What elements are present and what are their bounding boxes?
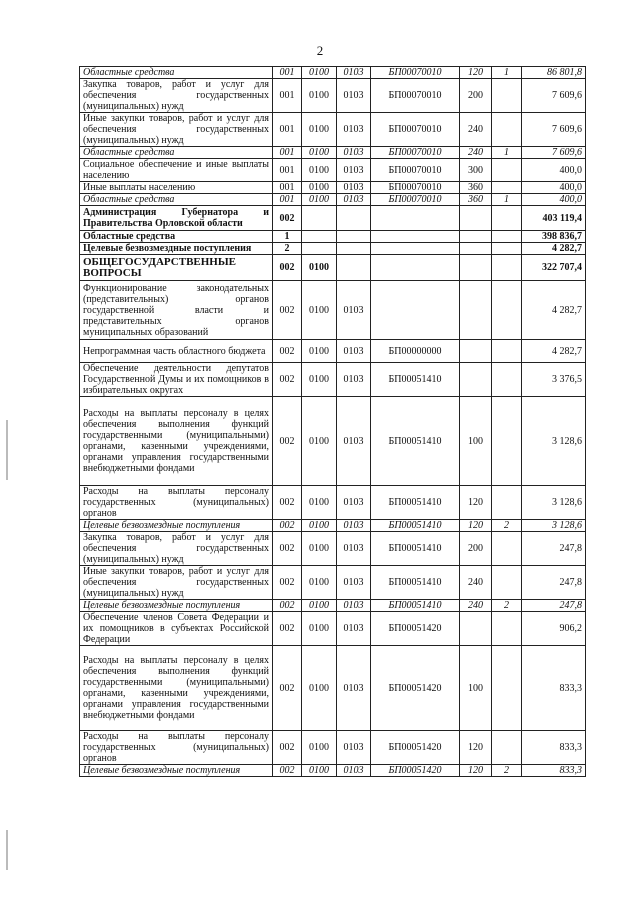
- subsection-code-cell: 0103: [337, 113, 371, 147]
- expense-type-code-cell: 240: [460, 566, 492, 600]
- expense-type-code-cell: [460, 281, 492, 340]
- section-code-cell: 0100: [302, 281, 337, 340]
- subsection-code-cell: 0103: [337, 765, 371, 777]
- amount-cell: 7 609,6: [522, 113, 586, 147]
- expense-type-code-cell: 360: [460, 182, 492, 194]
- amount-cell: 3 376,5: [522, 363, 586, 397]
- subsection-code-cell: 0103: [337, 79, 371, 113]
- funding-source-code-cell: [492, 397, 522, 486]
- admin-code-cell: 002: [273, 397, 302, 486]
- amount-cell: 322 707,4: [522, 255, 586, 281]
- expense-type-code-cell: [460, 255, 492, 281]
- admin-code-cell: 001: [273, 113, 302, 147]
- subsection-code-cell: [337, 231, 371, 243]
- subsection-code-cell: 0103: [337, 159, 371, 182]
- target-article-code-cell: БП00051410: [371, 363, 460, 397]
- expense-type-code-cell: 300: [460, 159, 492, 182]
- subsection-code-cell: 0103: [337, 486, 371, 520]
- amount-cell: 7 609,6: [522, 79, 586, 113]
- funding-source-code-cell: [492, 486, 522, 520]
- admin-code-cell: 002: [273, 486, 302, 520]
- funding-source-code-cell: [492, 340, 522, 363]
- expense-type-code-cell: 200: [460, 532, 492, 566]
- table-row: [80, 243, 586, 255]
- row-name-cell: Функционирование законодательных (представительных) органов государственной власти и представительных органов муниципальных образований: [80, 281, 273, 340]
- funding-source-code-cell: [492, 532, 522, 566]
- expense-type-code-cell: 200: [460, 79, 492, 113]
- budget-table-body: [80, 67, 586, 777]
- section-code-cell: [302, 231, 337, 243]
- subsection-code-cell: 0103: [337, 281, 371, 340]
- row-name-cell: Закупка товаров, работ и услуг для обеспечения государственных (муниципальных) нужд: [80, 532, 273, 566]
- section-code-cell: 0100: [302, 79, 337, 113]
- section-code-cell: 0100: [302, 182, 337, 194]
- target-article-code-cell: БП00070010: [371, 182, 460, 194]
- subsection-code-cell: 0103: [337, 612, 371, 646]
- section-code-cell: [302, 206, 337, 231]
- target-article-code-cell: БП00000000: [371, 340, 460, 363]
- expense-type-code-cell: 120: [460, 731, 492, 765]
- admin-code-cell: 002: [273, 363, 302, 397]
- table-row: [80, 79, 586, 113]
- amount-cell: 3 128,6: [522, 520, 586, 532]
- target-article-code-cell: БП00051410: [371, 532, 460, 566]
- target-article-code-cell: БП00051420: [371, 612, 460, 646]
- budget-table: [79, 66, 586, 777]
- row-name-cell: Целевые безвозмездные поступления: [80, 765, 273, 777]
- row-name-cell: Закупка товаров, работ и услуг для обеспечения государственных (муниципальных) нужд: [80, 79, 273, 113]
- subsection-code-cell: 0103: [337, 520, 371, 532]
- table-row: [80, 520, 586, 532]
- funding-source-code-cell: [492, 231, 522, 243]
- expense-type-code-cell: 120: [460, 486, 492, 520]
- target-article-code-cell: БП00051410: [371, 486, 460, 520]
- funding-source-code-cell: 1: [492, 67, 522, 79]
- amount-cell: 4 282,7: [522, 340, 586, 363]
- amount-cell: 247,8: [522, 532, 586, 566]
- admin-code-cell: 001: [273, 147, 302, 159]
- expense-type-code-cell: 120: [460, 67, 492, 79]
- subsection-code-cell: 0103: [337, 182, 371, 194]
- funding-source-code-cell: [492, 206, 522, 231]
- target-article-code-cell: БП00051410: [371, 566, 460, 600]
- section-code-cell: 0100: [302, 520, 337, 532]
- expense-type-code-cell: 120: [460, 765, 492, 777]
- section-code-cell: 0100: [302, 612, 337, 646]
- amount-cell: 247,8: [522, 566, 586, 600]
- subsection-code-cell: 0103: [337, 566, 371, 600]
- funding-source-code-cell: [492, 612, 522, 646]
- row-name-cell: Расходы на выплаты персоналу в целях обеспечения выполнения функций государственными (муниципальными) органами, казенными учреждениями, органами управления государственными внебюджетными фондами: [80, 646, 273, 731]
- subsection-code-cell: [337, 255, 371, 281]
- subsection-code-cell: 0103: [337, 600, 371, 612]
- admin-code-cell: 1: [273, 231, 302, 243]
- table-row: [80, 486, 586, 520]
- target-article-code-cell: БП00070010: [371, 67, 460, 79]
- target-article-code-cell: [371, 206, 460, 231]
- table-row: [80, 67, 586, 79]
- subsection-code-cell: 0103: [337, 340, 371, 363]
- target-article-code-cell: БП00051420: [371, 765, 460, 777]
- expense-type-code-cell: 360: [460, 194, 492, 206]
- row-name-cell: Целевые безвозмездные поступления: [80, 243, 273, 255]
- target-article-code-cell: [371, 281, 460, 340]
- section-code-cell: 0100: [302, 765, 337, 777]
- funding-source-code-cell: 2: [492, 600, 522, 612]
- section-code-cell: 0100: [302, 566, 337, 600]
- admin-code-cell: 002: [273, 206, 302, 231]
- target-article-code-cell: БП00051420: [371, 731, 460, 765]
- table-row: [80, 206, 586, 231]
- funding-source-code-cell: 1: [492, 194, 522, 206]
- table-row: [80, 363, 586, 397]
- section-code-cell: 0100: [302, 113, 337, 147]
- table-row: [80, 612, 586, 646]
- row-name-cell: Областные средства: [80, 147, 273, 159]
- subsection-code-cell: [337, 243, 371, 255]
- admin-code-cell: 2: [273, 243, 302, 255]
- admin-code-cell: 002: [273, 612, 302, 646]
- amount-cell: 400,0: [522, 159, 586, 182]
- section-code-cell: 0100: [302, 340, 337, 363]
- row-name-cell: Областные средства: [80, 67, 273, 79]
- table-row: [80, 731, 586, 765]
- target-article-code-cell: БП00051410: [371, 397, 460, 486]
- amount-cell: 403 119,4: [522, 206, 586, 231]
- amount-cell: 833,3: [522, 731, 586, 765]
- amount-cell: 7 609,6: [522, 147, 586, 159]
- admin-code-cell: 002: [273, 600, 302, 612]
- admin-code-cell: 001: [273, 67, 302, 79]
- expense-type-code-cell: [460, 206, 492, 231]
- admin-code-cell: 002: [273, 532, 302, 566]
- table-row: [80, 255, 586, 281]
- table-row: [80, 765, 586, 777]
- target-article-code-cell: [371, 231, 460, 243]
- table-row: [80, 147, 586, 159]
- section-code-cell: 0100: [302, 255, 337, 281]
- expense-type-code-cell: [460, 243, 492, 255]
- target-article-code-cell: БП00051410: [371, 520, 460, 532]
- expense-type-code-cell: [460, 612, 492, 646]
- amount-cell: 4 282,7: [522, 243, 586, 255]
- row-name-cell: Целевые безвозмездные поступления: [80, 600, 273, 612]
- table-row: [80, 397, 586, 486]
- admin-code-cell: 001: [273, 79, 302, 113]
- expense-type-code-cell: 240: [460, 147, 492, 159]
- section-code-cell: [302, 243, 337, 255]
- target-article-code-cell: [371, 243, 460, 255]
- expense-type-code-cell: [460, 340, 492, 363]
- target-article-code-cell: БП00070010: [371, 79, 460, 113]
- admin-code-cell: 002: [273, 646, 302, 731]
- row-name-cell: Администрация Губернатора и Правительства Орловской области: [80, 206, 273, 231]
- amount-cell: 833,3: [522, 646, 586, 731]
- funding-source-code-cell: [492, 113, 522, 147]
- subsection-code-cell: 0103: [337, 147, 371, 159]
- row-name-cell: Расходы на выплаты персоналу государственных (муниципальных) органов: [80, 486, 273, 520]
- row-name-cell: ОБЩЕГОСУДАРСТВЕННЫЕ ВОПРОСЫ: [80, 255, 273, 281]
- section-code-cell: 0100: [302, 532, 337, 566]
- target-article-code-cell: [371, 255, 460, 281]
- subsection-code-cell: 0103: [337, 194, 371, 206]
- section-code-cell: 0100: [302, 147, 337, 159]
- table-row: [80, 159, 586, 182]
- section-code-cell: 0100: [302, 363, 337, 397]
- row-name-cell: Непрограммная часть областного бюджета: [80, 340, 273, 363]
- row-name-cell: Расходы на выплаты персоналу государственных (муниципальных) органов: [80, 731, 273, 765]
- section-code-cell: 0100: [302, 600, 337, 612]
- row-name-cell: Иные закупки товаров, работ и услуг для обеспечения государственных (муниципальных) нужд: [80, 566, 273, 600]
- expense-type-code-cell: 240: [460, 600, 492, 612]
- subsection-code-cell: 0103: [337, 67, 371, 79]
- expense-type-code-cell: 100: [460, 646, 492, 731]
- section-code-cell: 0100: [302, 731, 337, 765]
- funding-source-code-cell: [492, 646, 522, 731]
- section-code-cell: 0100: [302, 397, 337, 486]
- row-name-cell: Иные закупки товаров, работ и услуг для обеспечения государственных (муниципальных) нужд: [80, 113, 273, 147]
- subsection-code-cell: 0103: [337, 646, 371, 731]
- amount-cell: 906,2: [522, 612, 586, 646]
- page-number: 2: [316, 43, 324, 58]
- row-name-cell: Целевые безвозмездные поступления: [80, 520, 273, 532]
- table-row: [80, 231, 586, 243]
- expense-type-code-cell: 100: [460, 397, 492, 486]
- expense-type-code-cell: 240: [460, 113, 492, 147]
- table-row: [80, 194, 586, 206]
- funding-source-code-cell: [492, 281, 522, 340]
- funding-source-code-cell: 2: [492, 520, 522, 532]
- funding-source-code-cell: [492, 566, 522, 600]
- row-name-cell: Социальное обеспечение и иные выплаты населению: [80, 159, 273, 182]
- admin-code-cell: 002: [273, 281, 302, 340]
- target-article-code-cell: БП00070010: [371, 113, 460, 147]
- funding-source-code-cell: [492, 159, 522, 182]
- amount-cell: 3 128,6: [522, 397, 586, 486]
- admin-code-cell: 002: [273, 731, 302, 765]
- amount-cell: 247,8: [522, 600, 586, 612]
- table-row: [80, 182, 586, 194]
- row-name-cell: Областные средства: [80, 194, 273, 206]
- table-row: [80, 600, 586, 612]
- amount-cell: 400,0: [522, 182, 586, 194]
- target-article-code-cell: БП00070010: [371, 147, 460, 159]
- table-row: [80, 566, 586, 600]
- admin-code-cell: 002: [273, 566, 302, 600]
- target-article-code-cell: БП00051410: [371, 600, 460, 612]
- section-code-cell: 0100: [302, 67, 337, 79]
- target-article-code-cell: БП00051420: [371, 646, 460, 731]
- admin-code-cell: 002: [273, 255, 302, 281]
- expense-type-code-cell: 120: [460, 520, 492, 532]
- scan-artifact-top: [6, 420, 8, 480]
- table-row: [80, 532, 586, 566]
- subsection-code-cell: 0103: [337, 731, 371, 765]
- admin-code-cell: 001: [273, 159, 302, 182]
- subsection-code-cell: 0103: [337, 363, 371, 397]
- table-row: [80, 646, 586, 731]
- admin-code-cell: 001: [273, 194, 302, 206]
- funding-source-code-cell: 1: [492, 147, 522, 159]
- subsection-code-cell: 0103: [337, 397, 371, 486]
- row-name-cell: Обеспечение членов Совета Федерации и их помощников в субъектах Российской Федерации: [80, 612, 273, 646]
- admin-code-cell: 002: [273, 765, 302, 777]
- admin-code-cell: 001: [273, 182, 302, 194]
- amount-cell: 400,0: [522, 194, 586, 206]
- table-row: [80, 281, 586, 340]
- funding-source-code-cell: [492, 79, 522, 113]
- admin-code-cell: 002: [273, 340, 302, 363]
- table-row: [80, 340, 586, 363]
- expense-type-code-cell: [460, 363, 492, 397]
- row-name-cell: Иные выплаты населению: [80, 182, 273, 194]
- row-name-cell: Обеспечение деятельности депутатов Государственной Думы и их помощников в избирательных округах: [80, 363, 273, 397]
- expense-type-code-cell: [460, 231, 492, 243]
- row-name-cell: Областные средства: [80, 231, 273, 243]
- section-code-cell: 0100: [302, 159, 337, 182]
- table-row: [80, 113, 586, 147]
- row-name-cell: Расходы на выплаты персоналу в целях обеспечения выполнения функций государственными (муниципальными) органами, казенными учреждениями, органами управления государственными внебюджетными фондами: [80, 397, 273, 486]
- funding-source-code-cell: [492, 182, 522, 194]
- target-article-code-cell: БП00070010: [371, 159, 460, 182]
- subsection-code-cell: [337, 206, 371, 231]
- funding-source-code-cell: [492, 731, 522, 765]
- amount-cell: 833,3: [522, 765, 586, 777]
- funding-source-code-cell: 2: [492, 765, 522, 777]
- section-code-cell: 0100: [302, 486, 337, 520]
- funding-source-code-cell: [492, 363, 522, 397]
- scan-artifact-bottom: [6, 830, 8, 870]
- amount-cell: 398 836,7: [522, 231, 586, 243]
- amount-cell: 3 128,6: [522, 486, 586, 520]
- funding-source-code-cell: [492, 255, 522, 281]
- admin-code-cell: 002: [273, 520, 302, 532]
- funding-source-code-cell: [492, 243, 522, 255]
- amount-cell: 86 801,8: [522, 67, 586, 79]
- target-article-code-cell: БП00070010: [371, 194, 460, 206]
- amount-cell: 4 282,7: [522, 281, 586, 340]
- subsection-code-cell: 0103: [337, 532, 371, 566]
- section-code-cell: 0100: [302, 646, 337, 731]
- section-code-cell: 0100: [302, 194, 337, 206]
